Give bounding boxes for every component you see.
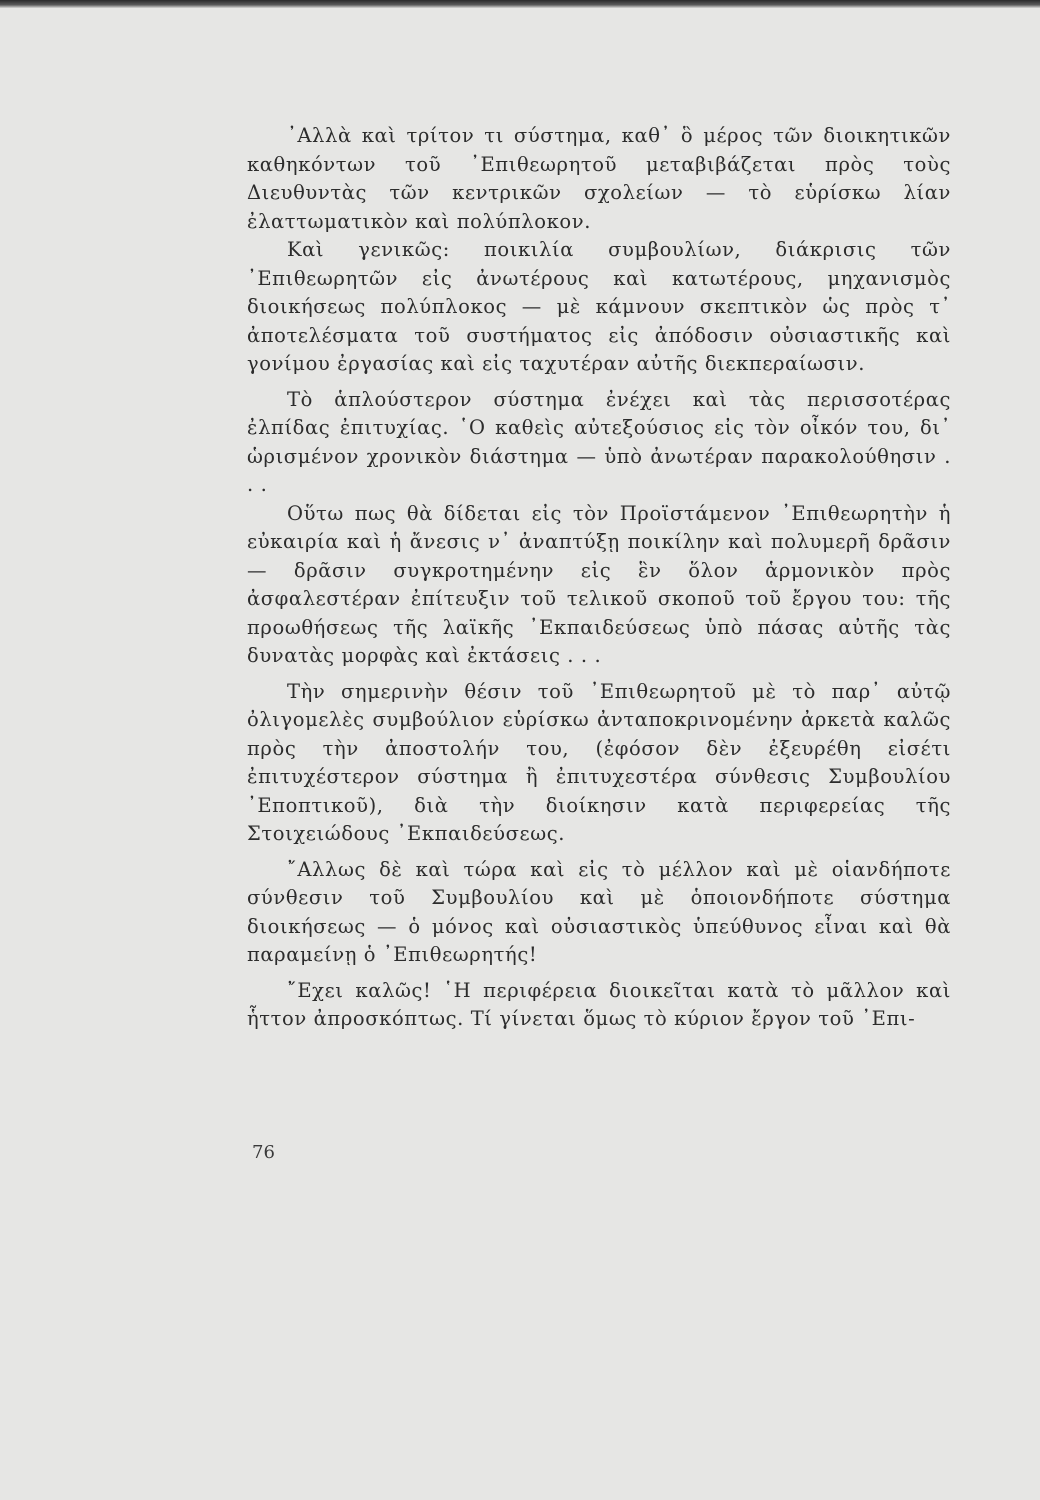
paragraph-5: Τὴν σημερινὴν θέσιν τοῦ ᾽Επιθεωρητοῦ μὲ τὸ παρ᾽ αὐτῷ ὀλιγομελὲς συμβούλιον εὑρίσκω ἀνταποκρινομένην ἀρκετὰ καλῶς πρὸς τὴν ἀποστολήν του, (ἐφόσον δὲν ἐξευρέθη εἰσέτι ἐπιτυχέστερον σύστημα ἢ ἐπιτυχεστέρα σύνθεσις Συμβουλίου ᾽Εποπτικοῦ), διὰ τὴν διοίκησιν κατὰ περιφερείας τῆς Στοιχειώδους ᾽Εκπαιδεύσεως. [247,679,951,845]
body-text [247,122,951,1034]
paragraph-4: Οὕτω πως θὰ δίδεται εἰς τὸν Προϊστάμενον ᾽Επιθεωρητὴν ἡ εὐκαιρία καὶ ἡ ἄνεσις ν᾽ ἀναπτύξῃ ποικίλην καὶ πολυμερῆ δρᾶσιν — δρᾶσιν συγκροτημένην εἰς ἓν ὅλον ἁρμονικὸν πρὸς ἀσφαλεστέραν ἐπίτευξιν τοῦ τελικοῦ σκοποῦ τοῦ ἔργου του: τῆς προωθήσεως τῆς λαϊκῆς ᾽Εκπαιδεύσεως ὑπὸ πάσας αὐτῆς τὰς δυνατὰς μορφὰς καὶ ἐκτάσεις . . . [247,501,951,667]
paragraph-2: Καὶ γενικῶς: ποικιλία συμβουλίων, διάκρισις τῶν ᾽Επιθεωρητῶν εἰς ἀνωτέρους καὶ κατωτέρους, μηχανισμὸς διοικήσεως πολύπλοκος — μὲ κάμνουν σκεπτικὸν ὡς πρὸς τ᾽ ἀποτελέσματα τοῦ συστήματος εἰς ἀπόδοσιν οὐσιαστικῆς καὶ γονίμου ἐργασίας καὶ εἰς ταχυτέραν αὐτῆς διεκπεραίωσιν. [247,238,951,375]
scan-top-edge [0,0,1040,8]
paragraph-1: ᾽Αλλὰ καὶ τρίτον τι σύστημα, καθ᾽ ὃ μέρος τῶν διοικητικῶν καθηκόντων τοῦ ᾽Επιθεωρητοῦ μεταβιβάζεται πρὸς τοὺς Διευθυντὰς τῶν κεντρικῶν σχολείων — τὸ εὑρίσκω λίαν ἐλαττωματικὸν καὶ πολύπλοκον. [247,124,951,233]
paragraph-7: ῎Εχει καλῶς! ῾Η περιφέρεια διοικεῖται κατὰ τὸ μᾶλλον καὶ ἧττον ἀπροσκόπτως. Τί γίνεται ὅμως τὸ κύριον ἔργον τοῦ ᾽Επι- [247,978,951,1030]
page-number: 76 [252,1142,275,1163]
paragraph-3: Τὸ ἁπλούστερον σύστημα ἐνέχει καὶ τὰς περισσοτέρας ἐλπίδας ἐπιτυχίας. ῾Ο καθεὶς αὐτεξούσιος εἰς τὸν οἶκόν του, δι᾽ ὡρισμένον χρονικὸν διάστημα — ὑπὸ ἀνωτέραν παρακολούθησιν . . . [247,387,951,496]
paragraph-6: ῎Αλλως δὲ καὶ τώρα καὶ εἰς τὸ μέλλον καὶ μὲ οἱανδήποτε σύνθεσιν τοῦ Συμβουλίου καὶ μὲ ὁποιονδήποτε σύστημα διοικήσεως — ὁ μόνος καὶ οὐσιαστικὸς ὑπεύθυνος εἶναι καὶ θὰ παραμείνῃ ὁ ᾽Επιθεωρητής! [247,857,951,966]
